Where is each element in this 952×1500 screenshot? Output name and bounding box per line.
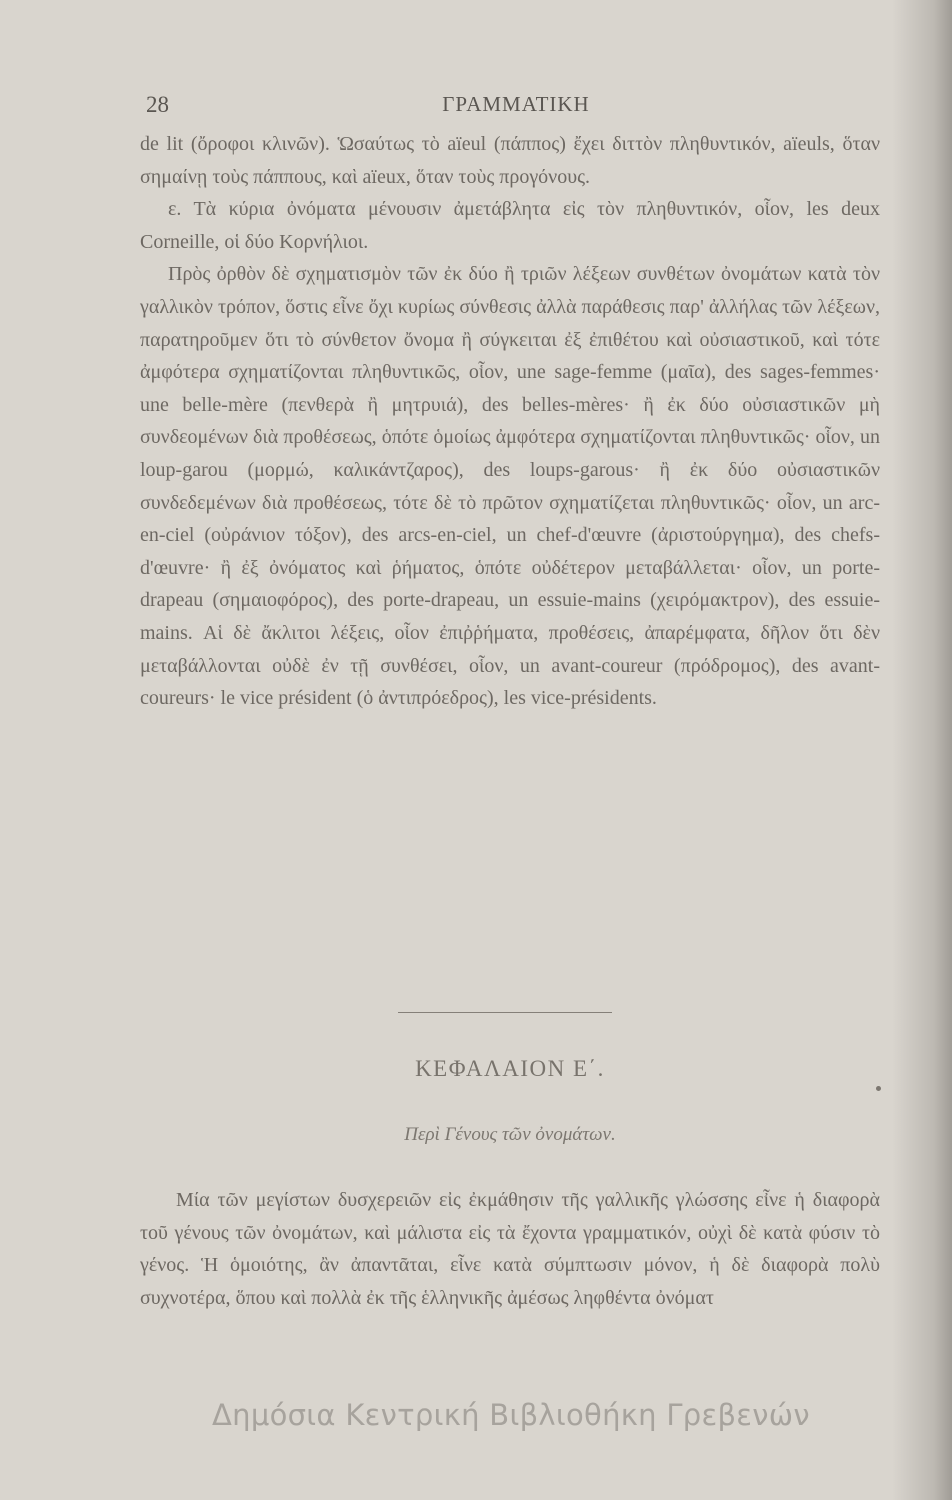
paragraph: de lit (ὄροφοι κλινῶν). Ὡσαύτως τὸ aïeul (πάππος) ἔχει διττὸν πληθυντικόν, aïeuls, ὅταν σημαίνῃ τοὺς πάππους, καὶ aïeux, ὅταν τοὺς προγόνους. — [140, 133, 880, 188]
main-text — [140, 128, 880, 715]
library-watermark: Δημόσια Κεντρική Βιβλιοθήκη Γρεβενών — [212, 1398, 810, 1432]
chapter-text — [140, 1184, 880, 1314]
ink-speck — [876, 1086, 881, 1091]
paragraph: ε. Τὰ κύρια ὀνόματα μένουσιν ἀμετάβλητα εἰς τὸν πληθυντικόν, οἷον, les deux Corneille, οἱ δύο Κορνήλιοι. — [140, 198, 880, 253]
page-header — [146, 92, 886, 122]
page-spine-shadow — [892, 0, 952, 1500]
chapter-title: ΚΕΦΑΛΑΙΟΝ Ε΄. — [415, 1056, 605, 1081]
section-divider — [398, 1012, 612, 1013]
paragraph: Μία τῶν μεγίστων δυσχερειῶν εἰς ἐκμάθησιν τῆς γαλλικῆς γλώσσης εἶνε ἡ διαφορὰ τοῦ γένους τῶν ὀνομάτων, καὶ μάλιστα εἰς τὰ ἔχοντα γραμματικόν, οὐχὶ δὲ κατὰ φύσιν τὸ γένος. Ἡ ὁμοιότης, ἂν ἀπαντᾶται, εἶνε κατὰ σύμπτωσιν μόνον, ἡ δὲ διαφορὰ πολὺ συχνοτέρα, ὅπου καὶ πολλὰ ἐκ τῆς ἑλληνικῆς ἀμέσως ληφθέντα ὀνόματ — [140, 1189, 880, 1309]
paragraph: Πρὸς ὀρθὸν δὲ σχηματισμὸν τῶν ἐκ δύο ἢ τριῶν λέξεων συνθέτων ὀνομάτων κατὰ τὸν γαλλικὸν τρόπον, ὅστις εἶνε ὄχι κυρίως σύνθεσις ἀλλὰ παράθεσις παρ' ἀλλήλας τῶν λέξεων, παρατηροῦμεν ὅτι τὸ σύνθετον ὄνομα ἢ σύγκειται ἐξ ἐπιθέτου καὶ οὐσιαστικοῦ, καὶ τότε ἀμφότερα σχηματίζονται πληθυντικῶς, οἷον, une sage-femme (μαῖα), des sages-femmes· une belle-mère (πενθερὰ ἢ μητρυιά), des belles-mères· ἢ ἐκ δύο οὐσιαστικῶν μὴ συνδεομένων διὰ προθέσεως, ὁπότε ὁμοίως ἀμφότερα σχηματίζονται πληθυντικῶς· οἷον, un loup-garou (μορμώ, καλικάντζαρος), des loups-garous· ἢ ἐκ δύο οὐσιαστικῶν συνδεδεμένων διὰ προθέσεως, τότε δὲ τὸ πρῶτον σχηματίζεται πληθυντικῶς· οἷον, un arc-en-ciel (οὐράνιον τόξον), des arcs-en-ciel, un chef-d'œuvre (ἀριστούργημα), des chefs-d'œuvre· ἢ ἐξ ὀνόματος καὶ ῥήματος, ὁπότε οὐδέτερον μεταβάλλεται· οἷον, un porte-drapeau (σημαιοφόρος), des porte-drapeau, un essuie-mains (χειρόμακτρον), des essuie-mains. Αἱ δὲ ἄκλιτοι λέξεις, οἷον ἐπιῤῥήματα, προθέσεις, ἀπαρέμφατα, δῆλον ὅτι δὲν μεταβάλλονται οὐδὲ ἐν τῇ συνθέσει, οἷον, un avant-coureur (πρόδρομος), des avant-coureurs· le vice président (ὁ ἀντιπρόεδρος), les vice-présidents. — [140, 263, 880, 710]
page-number: 28 — [146, 92, 169, 117]
running-title: ΓΡΑΜΜΑΤΙΚΗ — [442, 92, 590, 116]
chapter-subtitle: Περὶ Γένους τῶν ὀνομάτων. — [404, 1124, 616, 1145]
